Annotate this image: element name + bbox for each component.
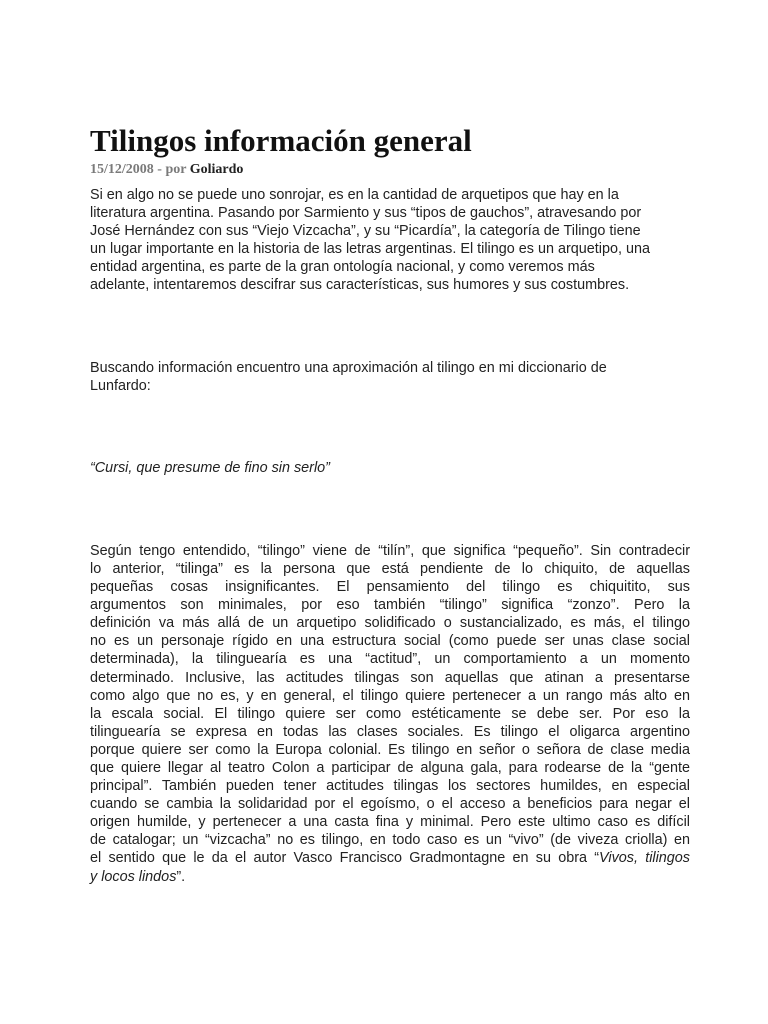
text-line: determinado. Inclusive, las actitudes tilingas son aquellas que atinan a presentarse	[90, 669, 690, 686]
text-line: cuando se cambia la solidaridad por el egoísmo, o el acceso a beneficios para negar el	[90, 796, 690, 813]
text-line: porque quiere ser como la Europa colonial. Es tilingo en señor o señora de clase media	[90, 741, 690, 758]
text-line: que quiere llegar al teatro Colon a participar de alguna gala, para rodearse de la “gente	[90, 759, 690, 776]
text-line: un lugar importante en la historia de las letras argentinas. El tilingo es un arquetipo, una	[90, 241, 650, 258]
text-line: como algo que no es, y en general, el tilingo quiere pertenecer a un rango más alto en	[90, 687, 690, 704]
text-line: definición va más allá de un arquetipo solidificado o sustancializado, es más, el tilingo	[90, 615, 690, 632]
text-line: principal”. También pueden tener actitudes tilingas los sectores humildes, en especial	[90, 778, 690, 795]
text-segment: el sentido que le da el autor Vasco Francisco Gradmontagne en su obra “	[90, 850, 600, 867]
text-line: argumentos son minimales, por eso también “tilingo” significa “zonzo”. Pero la	[90, 597, 690, 614]
text-line: lo anterior, “tilinga” es la persona que está pendiente de lo chiquito, de aquellas	[90, 560, 690, 577]
article-title: Tilingos información general	[90, 123, 472, 158]
text-segment: ”.	[176, 868, 186, 885]
text-line: Buscando información encuentro una aproximación al tilingo en mi diccionario de	[90, 359, 607, 376]
text-line: literatura argentina. Pasando por Sarmiento y sus “tipos de gauchos”, atravesando por	[90, 205, 642, 222]
paragraph-definition	[90, 542, 690, 886]
text-line: de catalogar; un “vizcacha” no es tilingo, en todo caso es un “vivo” (de viveza criolla) en	[90, 832, 690, 849]
quote-text: “Cursi, que presume de fino sin serlo”	[90, 459, 330, 476]
article-author: Goliardo	[189, 162, 244, 177]
text-line: pequeñas cosas insignificantes. El pensamiento del tilingo es chiquitito, sus	[90, 579, 690, 596]
text-line	[90, 849, 690, 867]
article	[90, 122, 690, 886]
text-line: José Hernández con sus “Viejo Vizcacha”, y su “Picardía”, la categoría de Tilingo tiene	[90, 223, 641, 240]
text-line: adelante, intentaremos descifrar sus características, sus humores y sus costumbres.	[90, 277, 630, 294]
text-line: tilinguearía se expresa en todas las clases sociales. Es tilingo el oligarca argentino	[90, 723, 690, 740]
text-line: determinada), la tilinguearía es una “actitud”, un comportamiento a un momento	[90, 651, 690, 668]
text-line: origen humilde, y pertenecer a una casta fina y minimal. Pero este ultimo caso es difícil	[90, 814, 690, 831]
byline-separator: - por	[153, 162, 190, 177]
text-line: la escala social. El tilingo quiere ser como estéticamente se debe ser. Por eso la	[90, 705, 690, 722]
text-line	[90, 868, 690, 886]
text-line: Según tengo entendido, “tilingo” viene de “tilín”, que significa “pequeño”. Sin contradecir	[90, 542, 690, 559]
text-line: Lunfardo:	[90, 377, 151, 394]
text-line: no es un personaje rígido en una estructura social (como puede ser unas clase social	[90, 633, 690, 650]
article-meta	[90, 161, 690, 179]
paragraph-intro	[90, 186, 690, 295]
book-title-part-2: y locos lindos	[90, 868, 177, 885]
article-date: 15/12/2008	[90, 162, 154, 177]
paragraph-dictionary	[90, 359, 690, 395]
dictionary-quote	[90, 459, 690, 477]
book-title-part-1: Vivos, tilingos	[599, 850, 690, 867]
text-line: Si en algo no se puede uno sonrojar, es en la cantidad de arquetipos que hay en la	[90, 187, 619, 203]
text-line: entidad argentina, es parte de la gran ontología nacional, y como veremos más	[90, 259, 595, 276]
